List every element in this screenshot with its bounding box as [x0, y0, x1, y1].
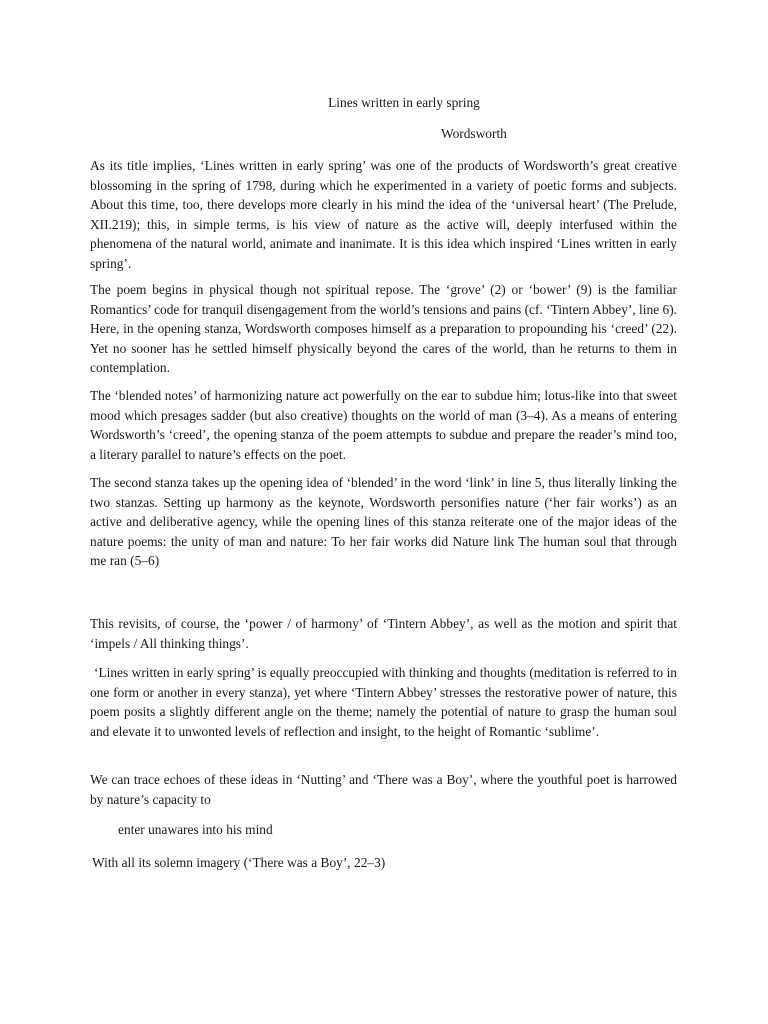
paragraph-tintern-abbey: This revisits, of course, the ‘power / of harmony’ of ‘Tintern Abbey’, as well as the motion and spirit that ‘impels / All thinking things’. — [90, 616, 677, 651]
paragraph-second-stanza: The second stanza takes up the opening idea of ‘blended’ in the word ‘link’ in line 5, thus literally linking the two stanzas. Setting up harmony as the keynote, Wordsworth personifies nature (‘her fair works’) as an active and deliberative agency, while the opening lines of this stanza reiterate one of the major ideas of the nature poems: the unity of man and nature: To her fair works did Nature link The human soul that through me ran (5–6) — [90, 475, 677, 569]
paragraph-repose: The poem begins in physical though not spiritual repose. The ‘grove’ (2) or ‘bower’ (9) is the familiar Romantics’ code for tranquil disengagement from the world’s tensions and pains (cf. ‘Tintern Abbey’, line 6). Here, in the opening stanza, Wordsworth composes himself as a preparation to propounding his ‘creed’ (22). Yet no sooner has he settled himself physically beyond the cares of the world, than he returns to them in contemplation. — [90, 282, 677, 376]
paragraph-echoes: We can trace echoes of these ideas in ‘Nutting’ and ‘There was a Boy’, where the youthful poet is harrowed by nature’s capacity to — [90, 772, 677, 807]
quote-line-1: enter unawares into his mind — [118, 822, 273, 837]
document-title: Lines written in early spring — [328, 95, 480, 110]
quote-line-2: With all its solemn imagery (‘There was a Boy’, 22–3) — [92, 855, 386, 870]
paragraph-thinking-thoughts: ‘Lines written in early spring’ is equally preoccupied with thinking and thoughts (meditation is referred to in one form or another in every stanza), yet where ‘Tintern Abbey’ stresses the restorative power of nature, this poem posits a slightly different angle on the theme; namely the potential of nature to grasp the human soul and elevate it to unwonted levels of reflection and insight, to the height of Romantic ‘sublime’. — [90, 665, 677, 739]
paragraph-blended-notes: The ‘blended notes’ of harmonizing nature act powerfully on the ear to subdue him; lotus-like into that sweet mood which presages sadder (but also creative) thoughts on the world of man (3–4). As a means of entering Wordsworth’s ‘creed’, the opening stanza of the poem attempts to subdue and prepare the reader’s mind too, a literary parallel to nature’s effects on the poet. — [90, 388, 677, 462]
paragraph-intro: As its title implies, ‘Lines written in early spring’ was one of the products of Wordsworth’s great creative blossoming in the spring of 1798, during which he experimented in a variety of poetic forms and subjects. About this time, too, there develops more clearly in his mind the idea of the ‘universal heart’ (The Prelude, XII.219); this, in simple terms, is his view of nature as the active will, deeply interfused within the phenomena of the natural world, animate and inanimate. It is this idea which inspired ‘Lines written in early spring’. — [90, 158, 677, 271]
author-name: Wordsworth — [441, 126, 507, 141]
